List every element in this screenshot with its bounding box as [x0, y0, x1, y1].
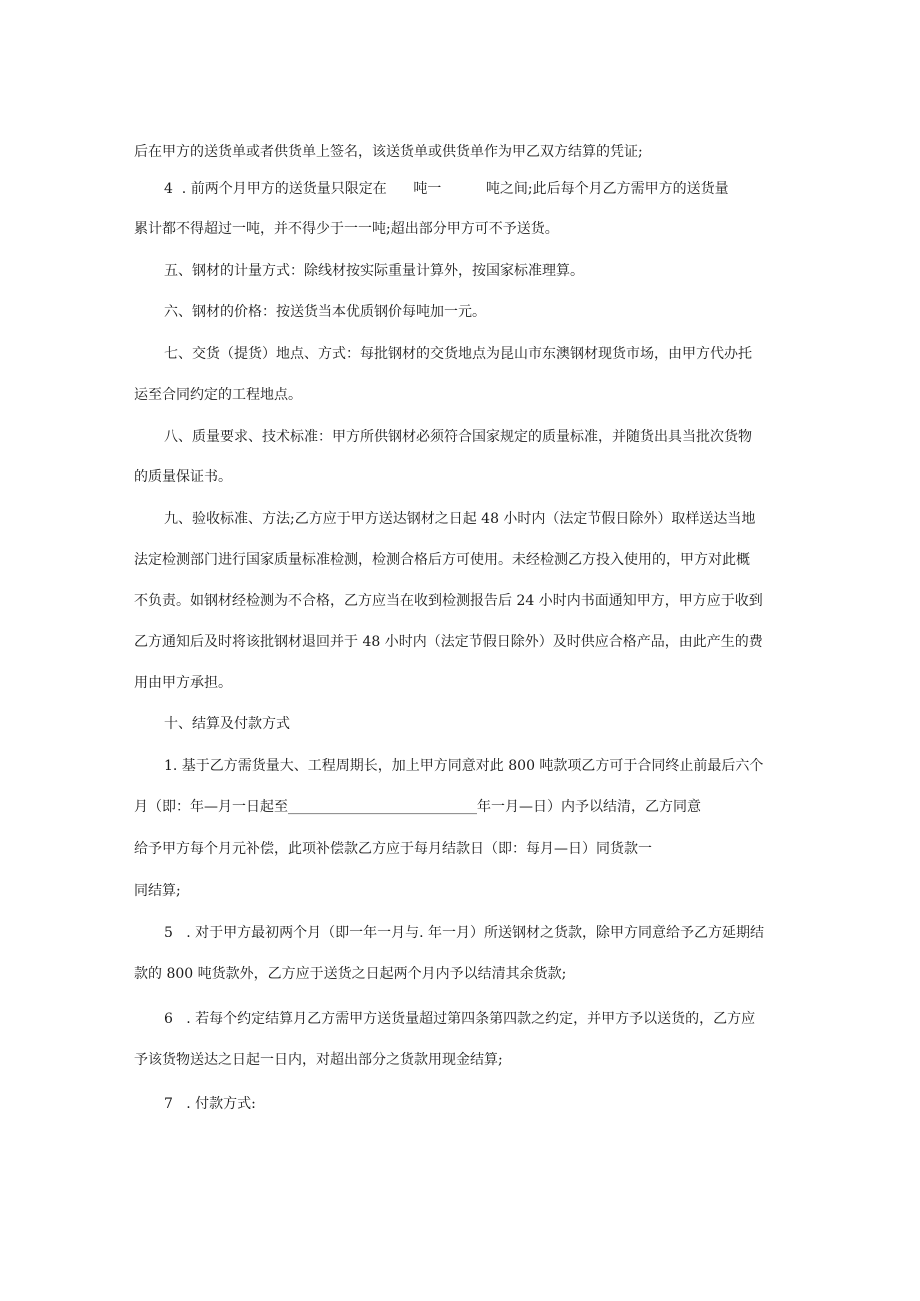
- text-line: 1. 基于乙方需货量大、工程周期长，加上甲方同意对此 800 吨款项乙方可于合同终止前最后六个: [164, 758, 764, 774]
- text-line: 6 . 若每个约定结算月乙方需甲方送货量超过第四条第四款之约定，并甲方予以送货的，乙方应: [164, 1011, 756, 1027]
- text-line: 月（即：年—月一日起至___________________________年一月—日）内予以结清，乙方同意: [134, 799, 701, 815]
- text-line: 六、钢材的价格：按送货当本优质钢价每吨加一元。: [164, 304, 486, 320]
- text-line: 给予甲方每个月元补偿，此项补偿款乙方应于每月结款日（即：每月—日）同货款一: [134, 841, 652, 857]
- text-line: 款的 800 吨货款外，乙方应于送货之日起两个月内予以结清其余货款;: [134, 966, 567, 982]
- section-heading: 十、结算及付款方式: [164, 716, 290, 732]
- text-line: 后在甲方的送货单或者供货单上签名，该送货单或供货单作为甲乙双方结算的凭证;: [134, 144, 643, 160]
- text-line: 九、验收标准、方法;乙方应于甲方送达钢材之日起 48 小时内（法定节假日除外）取样送达当地: [164, 511, 756, 527]
- text-line: 4 . 前两个月甲方的送货量只限定在 吨一 吨之间;此后每个月乙方需甲方的送货量: [164, 181, 729, 197]
- text-line: 运至合同约定的工程地点。: [134, 387, 302, 403]
- text-line: 的质量保证书。: [134, 469, 232, 485]
- text-line: 同结算;: [134, 883, 181, 899]
- text-line: 7 . 付款方式:: [164, 1096, 256, 1112]
- text-line: 五、钢材的计量方式：除线材按实际重量计算外，按国家标准理算。: [164, 263, 584, 279]
- text-line: 5 . 对于甲方最初两个月（即一年一月与. 年一月）所送钢材之货款，除甲方同意给予乙方延期结: [164, 925, 765, 941]
- text-line: 不负责。如钢材经检测为不合格，乙方应当在收到检测报告后 24 小时内书面通知甲方，甲方应于收到: [134, 593, 763, 609]
- text-line: 八、质量要求、技术标准：甲方所供钢材必须符合国家规定的质量标准，并随货出具当批次货物: [164, 429, 752, 445]
- text-line: 乙方通知后及时将该批钢材退回并于 48 小时内（法定节假日除外）及时供应合格产品，由此产生的费: [134, 634, 763, 650]
- text-line: 用由甲方承担。: [134, 675, 232, 691]
- text-line: 七、交货（提货）地点、方式：每批钢材的交货地点为昆山市东澳钢材现货市场，由甲方代办托: [164, 346, 752, 362]
- text-line: 予该货物送达之日起一日内，对超出部分之货款用现金结算;: [134, 1052, 503, 1068]
- text-line: 累计都不得超过一吨，并不得少于一一吨;超出部分甲方可不予送货。: [134, 221, 559, 237]
- text-line: 法定检测部门进行国家质量标准检测，检测合格后方可使用。未经检测乙方投入使用的，甲方对此概: [134, 552, 750, 568]
